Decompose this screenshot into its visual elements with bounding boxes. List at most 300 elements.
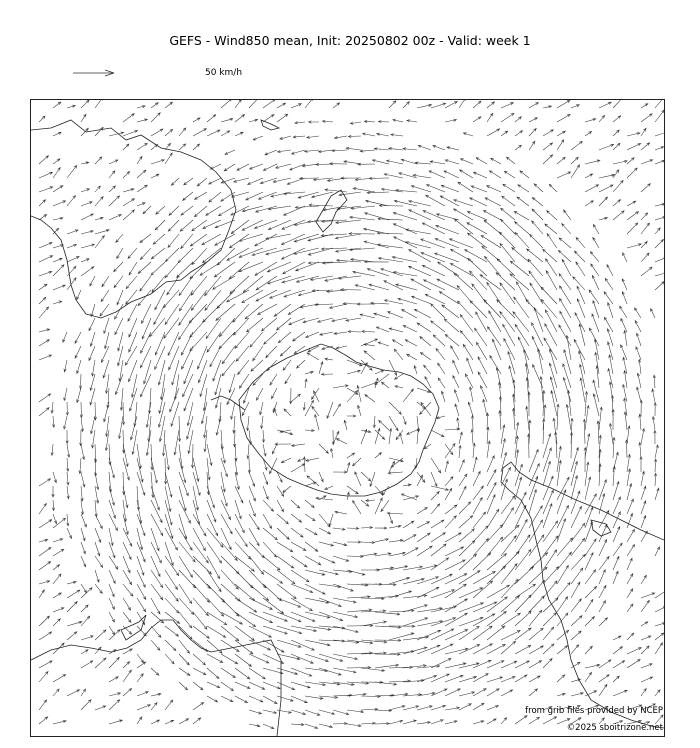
wind-arrow [67,514,69,526]
wind-arrow [515,464,523,486]
wind-arrow [165,612,180,624]
wind-arrow [123,584,133,596]
wind-arrow [431,705,446,710]
wind-arrow [138,262,151,274]
wind-arrow [459,474,467,486]
wind-arrow [81,202,92,206]
wind-arrow [627,633,634,640]
wind-arrow [585,539,596,556]
wind-arrow [627,604,633,612]
wind-arrow [371,302,389,305]
wind-arrow [151,262,165,275]
wind-arrow [557,646,568,654]
wind-arrow [585,617,595,627]
wind-arrow [344,161,361,165]
wind-arrow [151,598,160,614]
wind-arrow [417,546,432,556]
wind-arrow [641,677,653,682]
wind-arrow [102,276,109,287]
wind-arrow [431,472,437,486]
wind-arrow [344,420,347,430]
wind-arrow [487,597,507,612]
wind-arrow [305,696,323,700]
wind-arrow [473,721,484,725]
wind-arrow [378,120,389,122]
wind-arrow [67,590,80,598]
wind-arrow [178,248,193,263]
wind-arrow [543,644,554,654]
wind-arrow [445,648,468,654]
wind-arrow [481,386,488,402]
wind-arrow [291,570,309,582]
wind-arrow [305,150,319,153]
wind-arrow [374,148,389,151]
wind-arrow [599,601,606,612]
wind-arrow [613,100,623,108]
wind-arrow [303,318,319,323]
wind-arrow [151,640,160,650]
wind-arrow [81,162,89,164]
wind-arrow [295,206,319,209]
wind-arrow [407,430,417,434]
wind-arrow [268,206,291,210]
wind-arrow [95,658,106,668]
wind-arrow [81,259,89,262]
wind-arrow [216,416,221,435]
wind-arrow [403,535,416,542]
wind-arrow [330,163,347,166]
wind-arrow [613,437,616,458]
wind-arrow [333,654,358,660]
wind-arrow [291,723,304,726]
wind-arrow [655,257,664,262]
wind-arrow [193,668,206,675]
wind-arrow [652,389,655,402]
wind-arrow [349,232,375,235]
wind-arrow [333,528,345,531]
wind-arrow [389,525,401,528]
wind-arrow [501,641,516,654]
wind-arrow [109,570,115,584]
wind-arrow [624,371,627,388]
wind-arrow [459,603,483,612]
wind-arrow [641,160,653,164]
wind-arrow [555,432,558,458]
wind-arrow [193,542,208,563]
wind-arrow [193,144,200,150]
wind-arrow [39,717,48,724]
wind-arrow [249,724,260,727]
wind-arrow [375,664,399,668]
wind-arrow [109,472,112,492]
wind-arrow [431,574,452,584]
wind-arrow [305,429,314,432]
wind-arrow [191,276,207,295]
wind-arrow [532,323,544,346]
wind-arrow [306,458,319,461]
wind-arrow [364,120,375,122]
wind-arrow [445,119,457,122]
wind-arrow [39,503,46,514]
wind-arrow [454,209,473,220]
wind-arrow [305,379,308,388]
wind-arrow [246,192,263,200]
wind-arrow [123,114,134,122]
wind-arrow [487,186,501,192]
wind-arrow [585,185,599,192]
wind-arrow [369,177,389,180]
wind-arrow [655,690,660,696]
wind-arrow [67,444,70,457]
wind-arrow [596,366,599,388]
wind-arrow [529,103,538,109]
wind-arrow [347,666,371,669]
wind-arrow [142,304,152,323]
wind-arrow [101,290,109,302]
wind-arrow [179,584,192,604]
wind-arrow [389,591,412,598]
wind-arrow [179,640,190,653]
wind-arrow [109,160,118,164]
wind-arrow [109,720,122,724]
wind-arrow [39,340,49,346]
wind-arrow [571,141,582,150]
wind-arrow [271,192,291,197]
wind-arrow [53,608,64,612]
wind-arrow [529,676,540,682]
wind-arrow [81,267,94,276]
wind-arrow [473,457,477,472]
wind-arrow [179,542,195,562]
wind-arrow [193,702,204,710]
wind-arrow [263,682,280,689]
wind-arrow [263,458,267,470]
wind-arrow [607,265,613,276]
wind-arrow [571,476,578,500]
wind-arrow [109,528,113,546]
wind-arrow [308,220,333,223]
wind-arrow [483,211,501,221]
wind-arrow [500,243,515,262]
wind-arrow [576,262,585,276]
wind-arrow [545,310,557,332]
wind-arrow [305,528,317,535]
wind-arrow [81,542,85,554]
wind-arrow [325,358,333,361]
wind-arrow [431,544,446,556]
wind-arrow [518,337,529,360]
wind-arrow [553,418,557,444]
wind-arrow [593,225,599,235]
wind-arrow [123,598,131,610]
wind-arrow [471,430,474,445]
wind-arrow [224,164,235,171]
wind-arrow [425,294,445,304]
wind-arrow [346,318,361,321]
wind-arrow [585,570,596,584]
wind-arrow [123,199,135,206]
wind-arrow [115,318,123,335]
wind-arrow [400,433,404,444]
wind-arrow [165,472,172,497]
wind-arrow [263,486,268,499]
wind-arrow [445,505,457,514]
wind-arrow [543,627,554,640]
wind-arrow [627,201,636,206]
wind-arrow [81,416,84,432]
wind-arrow [641,223,650,234]
wind-arrow [63,332,67,342]
wind-arrow [95,542,100,556]
wind-arrow [447,147,459,150]
wind-arrow [67,581,76,584]
wind-arrow [655,131,664,136]
wind-arrow [431,644,453,654]
wind-arrow [137,458,143,482]
wind-arrow [235,696,248,703]
wind-arrow [489,171,501,178]
wind-arrow [355,472,361,486]
wind-arrow [177,262,193,278]
wind-arrow [459,502,471,514]
wind-arrow [585,646,592,654]
wind-arrow [179,682,188,690]
wind-arrow [613,160,627,164]
wind-arrow [190,332,207,351]
wind-arrow [362,330,375,333]
wind-arrow [430,161,445,164]
wind-arrow [179,612,192,628]
wind-arrow [409,200,431,206]
wind-arrow [265,150,277,155]
wind-arrow [599,684,607,696]
wind-arrow [137,654,144,663]
wind-arrow [562,259,571,276]
wind-arrow [348,330,361,333]
wind-arrow [543,155,553,164]
wind-arrow [409,250,431,262]
wind-arrow [433,145,445,150]
wind-arrow [613,512,620,528]
wind-arrow [515,716,527,724]
wind-arrow [120,388,123,410]
wind-arrow [417,508,427,515]
wind-arrow [319,724,332,728]
wind-arrow [389,147,403,150]
wind-arrow [627,426,630,444]
wind-arrow [503,324,515,346]
wind-arrow [431,103,446,108]
wind-arrow [319,444,328,453]
wind-arrow [109,626,115,635]
wind-arrow [347,370,360,374]
wind-arrow [250,164,264,169]
wind-arrow [547,234,557,248]
wind-arrow [640,457,643,472]
wind-arrow [306,332,319,338]
wind-arrow [607,342,613,360]
wind-arrow [277,486,284,496]
wind-arrow [104,402,110,422]
wind-arrow [571,105,579,108]
wind-arrow [445,574,467,584]
wind-arrow [407,120,417,123]
wind-arrow [247,318,264,332]
wind-arrow [333,598,356,603]
wind-arrow [91,304,95,317]
wind-arrow [655,147,664,150]
wind-arrow [222,360,235,376]
wind-arrow [403,720,416,724]
wind-arrow [641,636,651,640]
wind-arrow [417,706,432,711]
wind-arrow [277,598,301,607]
wind-arrow [627,648,641,655]
wind-arrow [431,520,444,528]
wind-arrow [655,643,663,654]
wind-arrow [389,360,397,375]
wind-arrow [393,119,403,122]
wind-arrow [249,696,263,702]
wind-arrow [53,245,63,249]
wind-arrow [347,541,361,544]
wind-arrow [560,311,571,332]
wind-arrow [353,501,361,515]
wind-arrow [95,157,102,164]
wind-arrow [278,332,291,343]
wind-arrow [627,223,638,234]
wind-arrow [389,552,405,556]
wind-arrow [389,428,392,444]
wind-arrow [347,415,356,418]
wind-arrow [319,556,335,563]
wind-arrow [529,506,542,528]
wind-arrow [39,271,52,276]
wind-arrow [627,558,632,570]
wind-arrow [393,224,417,234]
wind-arrow [109,171,115,178]
wind-arrow [123,458,130,480]
wind-arrow [207,115,216,122]
wind-arrow [89,318,95,331]
wind-arrow [501,496,515,514]
wind-arrow [388,312,403,318]
wind-arrow [263,724,274,729]
wind-arrow [570,432,573,458]
wind-arrow [366,200,389,206]
wind-arrow [81,588,92,598]
wind-arrow [431,558,449,570]
wind-arrow [403,325,417,332]
wind-arrow [585,553,593,570]
wind-arrow [655,622,664,626]
wind-arrow [490,356,501,375]
wind-arrow [353,188,375,193]
wind-arrow [571,165,580,178]
wind-arrow [305,100,313,108]
wind-arrow [347,596,370,599]
copyright-credit: ©2025 sboitrizone.net [566,723,663,733]
wind-arrow [515,566,534,584]
wind-arrow [303,402,306,410]
wind-arrow [77,290,81,300]
wind-arrow [332,150,347,153]
wind-arrow [515,222,530,234]
wind-arrow [613,636,621,640]
wind-arrow [39,156,49,164]
wind-arrow [655,633,664,640]
wind-arrow [81,689,86,696]
wind-arrow [487,525,503,542]
wind-arrow [187,402,193,426]
wind-arrow [599,570,605,584]
wind-arrow [305,584,325,594]
wind-arrow [109,458,115,478]
wind-arrow [459,617,483,626]
wind-arrow [613,661,625,668]
wind-arrow [543,143,553,150]
wind-arrow [206,206,221,215]
wind-arrow [81,650,88,654]
wind-arrow [438,363,445,374]
wind-arrow [473,172,487,178]
wind-arrow [417,533,430,542]
wind-arrow [234,318,250,335]
wind-arrow [627,244,641,248]
wind-arrow [637,387,642,402]
wind-arrow [641,516,646,529]
wind-arrow [613,180,623,192]
wind-arrow [431,458,441,473]
wind-arrow [39,590,44,598]
wind-arrow [417,475,423,486]
wind-arrow [417,388,430,393]
wind-arrow [375,626,401,629]
wind-arrow [518,185,529,192]
wind-arrow [353,271,375,276]
wind-arrow [478,357,487,374]
wind-arrow [143,206,151,214]
wind-arrow [81,230,93,234]
wind-arrow [39,116,45,122]
wind-arrow [333,626,358,633]
wind-arrow [353,458,362,466]
wind-arrow [459,432,462,444]
wind-arrow [445,721,457,725]
wind-arrow [499,396,502,416]
wind-arrow [250,332,263,347]
wind-arrow [654,431,657,445]
wind-arrow [417,323,431,332]
wind-arrow [263,626,287,634]
wind-arrow [613,130,619,136]
wind-arrow [81,700,91,710]
wind-arrow [81,584,87,593]
wind-arrow [638,359,641,374]
wind-arrow [278,150,292,153]
wind-arrow [627,529,635,542]
wind-arrow [557,100,570,108]
wind-arrow [387,160,404,164]
wind-arrow [75,332,81,343]
wind-arrow [230,276,249,294]
wind-arrow [123,570,132,585]
wind-arrow [305,612,330,618]
wind-arrow [463,344,473,360]
wind-arrow [231,402,235,419]
wind-arrow [347,724,361,727]
wind-arrow [151,556,160,577]
